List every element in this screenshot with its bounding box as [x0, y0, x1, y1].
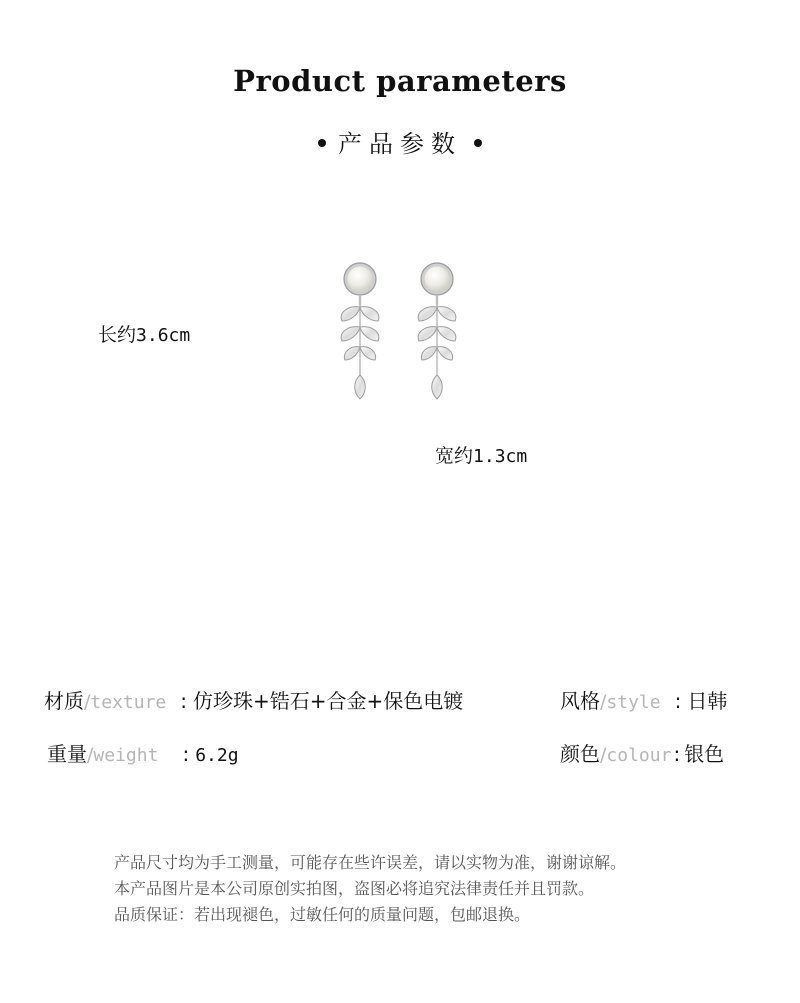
colour-colon: : — [673, 742, 681, 766]
texture-label-cn: 材质 — [44, 689, 84, 713]
weight-label-en: weight — [93, 745, 159, 766]
note-line: 品质保证：若出现褪色，过敏任何的质量问题，包邮退换。 — [114, 905, 531, 924]
note-line: 本产品图片是本公司原创实拍图，盗图必将追究法律责任并且罚款。 — [114, 879, 595, 898]
earring-image — [325, 255, 475, 415]
style-value: 日韩 — [687, 689, 728, 713]
colour-label-en: colour — [606, 745, 672, 766]
width-label: 宽约 — [435, 445, 474, 467]
texture-colon: : — [180, 689, 188, 713]
length-value: 3.6cm — [136, 325, 191, 346]
colour-separator: / — [600, 744, 607, 766]
colour-label-cn: 颜色 — [560, 742, 600, 766]
note-line: 产品尺寸均为手工测量，可能存在些许误差，请以实物为准，谢谢谅解。 — [114, 853, 627, 872]
style-separator: / — [600, 691, 607, 713]
spec-style — [560, 685, 727, 714]
subtitle-text: 产品参数 — [338, 130, 462, 158]
length-dimension — [98, 320, 190, 347]
bullet-dot-icon — [318, 139, 326, 147]
weight-colon: : — [182, 742, 190, 766]
length-label: 长约 — [98, 324, 137, 346]
style-colon: : — [674, 689, 682, 713]
left-earring — [341, 263, 379, 399]
spec-texture — [44, 685, 463, 714]
weight-value: 6.2g — [195, 745, 239, 766]
texture-separator: / — [84, 691, 91, 713]
right-earring — [418, 263, 456, 399]
style-label-en: style — [606, 692, 661, 713]
spec-weight — [47, 738, 239, 767]
texture-label-en: texture — [90, 692, 167, 713]
section-subtitle — [0, 124, 800, 159]
spec-colour — [560, 738, 724, 767]
texture-value: 仿珍珠+锆石+合金+保色电镀 — [193, 689, 464, 713]
bullet-dot-icon — [474, 139, 482, 147]
weight-separator: / — [87, 744, 94, 766]
weight-label-cn: 重量 — [47, 742, 87, 766]
style-label-cn: 风格 — [560, 689, 600, 713]
colour-value: 银色 — [684, 742, 725, 766]
width-value: 1.3cm — [473, 446, 528, 467]
page-title: Product parameters — [233, 64, 567, 98]
disclaimer-notes — [114, 850, 754, 928]
width-dimension — [435, 441, 527, 468]
